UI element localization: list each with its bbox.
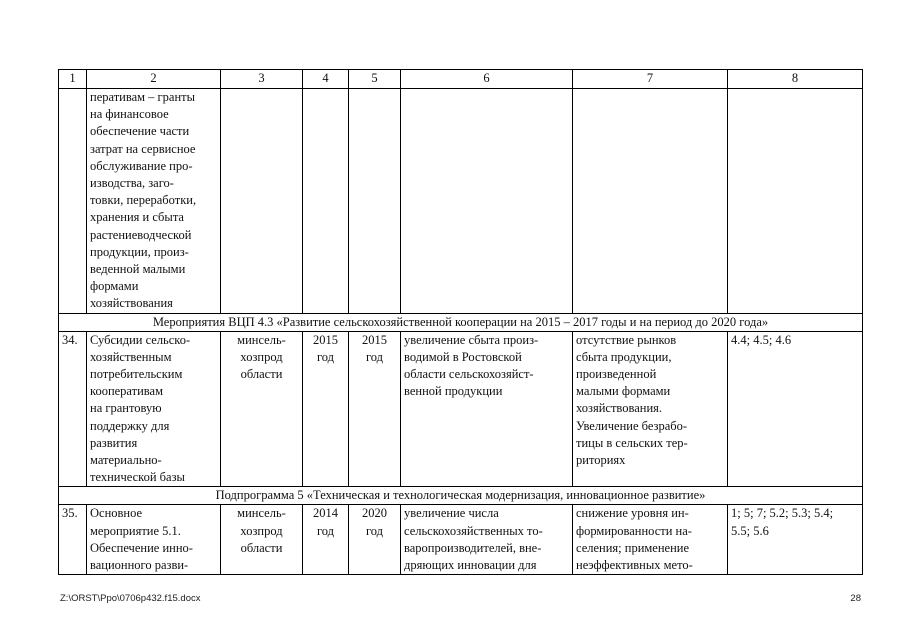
consequence-cell <box>573 89 728 314</box>
table-row-35 <box>59 505 863 575</box>
measure-name-text: Основное мероприятие 5.1. Обеспечение инно- вационного разви- <box>90 506 193 573</box>
consequence-cell <box>573 505 728 575</box>
executor-text: минсель- хозпрод области <box>237 506 286 555</box>
measures-table <box>58 69 863 575</box>
row-number-cell: 34. <box>59 331 87 487</box>
end-year-cell <box>349 89 401 314</box>
consequence-cell <box>573 331 728 487</box>
start-year-cell <box>303 505 349 575</box>
row-number-cell: 35. <box>59 505 87 575</box>
end-year-text: 2020 год <box>362 506 387 538</box>
links-cell: 4.4; 4.5; 4.6 <box>728 331 863 487</box>
header-cell: 4 <box>303 70 349 89</box>
measure-name-cell <box>87 89 221 314</box>
measure-name-cell <box>87 331 221 487</box>
result-cell <box>401 89 573 314</box>
links-cell <box>728 89 863 314</box>
executor-cell <box>221 89 303 314</box>
measure-name-cell <box>87 505 221 575</box>
executor-cell <box>221 331 303 487</box>
end-year-cell <box>349 505 401 575</box>
row-number-cell <box>59 89 87 314</box>
header-cell: 8 <box>728 70 863 89</box>
consequence-text: отсутствие рынков сбыта продукции, произведенной малыми формами хозяйствования. Увеличение безрабо- тицы в сельских тер- риториях <box>576 332 688 468</box>
header-cell: 6 <box>401 70 573 89</box>
result-text: увеличение сбыта произ- водимой в Ростовской области сельскохозяйст- венной продукции <box>404 332 539 399</box>
header-cell: 7 <box>573 70 728 89</box>
end-year-cell <box>349 331 401 487</box>
start-year-text: 2014 год <box>313 506 338 538</box>
section-title: Мероприятия ВЦП 4.3 «Развитие сельскохозяйственной кооперации на 2015 – 2017 годы и на период до 2020 года» <box>59 313 863 331</box>
table-row-34 <box>59 331 863 487</box>
header-cell: 5 <box>349 70 401 89</box>
header-cell: 2 <box>87 70 221 89</box>
end-year-text: 2015 год <box>362 332 387 364</box>
start-year-cell <box>303 331 349 487</box>
consequence-text: снижение уровня ин- формированности на- селения; применение неэффективных мето- <box>576 506 693 573</box>
header-cell: 1 <box>59 70 87 89</box>
result-cell <box>401 505 573 575</box>
table-header-row <box>59 70 863 89</box>
measure-name-text: Субсидии сельско- хозяйственным потребительским кооперативам на грантовую поддержку для развития материально- технической базы <box>90 332 191 485</box>
header-cell: 3 <box>221 70 303 89</box>
footer-file-path: Z:\ORST\Ppo\0706p432.f15.docx <box>60 593 201 604</box>
start-year-cell <box>303 89 349 314</box>
page-number: 28 <box>850 593 861 604</box>
links-cell <box>728 505 863 575</box>
measure-name-text: перативам – гранты на финансовое обеспечение части затрат на сервисное обслуживание про- изводства, заго- товки, переработки, хранения и сбыта растениеводческой продукции, произ- веденной малыми формами хозяйствования <box>90 90 197 311</box>
result-text: увеличение числа сельскохозяйственных то- варопроизводителей, вне- дряющих инновации для <box>404 506 543 573</box>
executor-cell <box>221 505 303 575</box>
start-year-text: 2015 год <box>313 332 338 364</box>
table-row-continuation <box>59 89 863 314</box>
executor-text: минсель- хозпрод области <box>237 332 286 382</box>
result-cell <box>401 331 573 487</box>
section-title: Подпрограмма 5 «Техническая и технологическая модернизация, инновационное развитие» <box>59 487 863 505</box>
section-row <box>59 313 863 331</box>
section-row <box>59 487 863 505</box>
links-text: 1; 5; 7; 5.2; 5.3; 5.4; 5.5; 5.6 <box>731 506 834 538</box>
